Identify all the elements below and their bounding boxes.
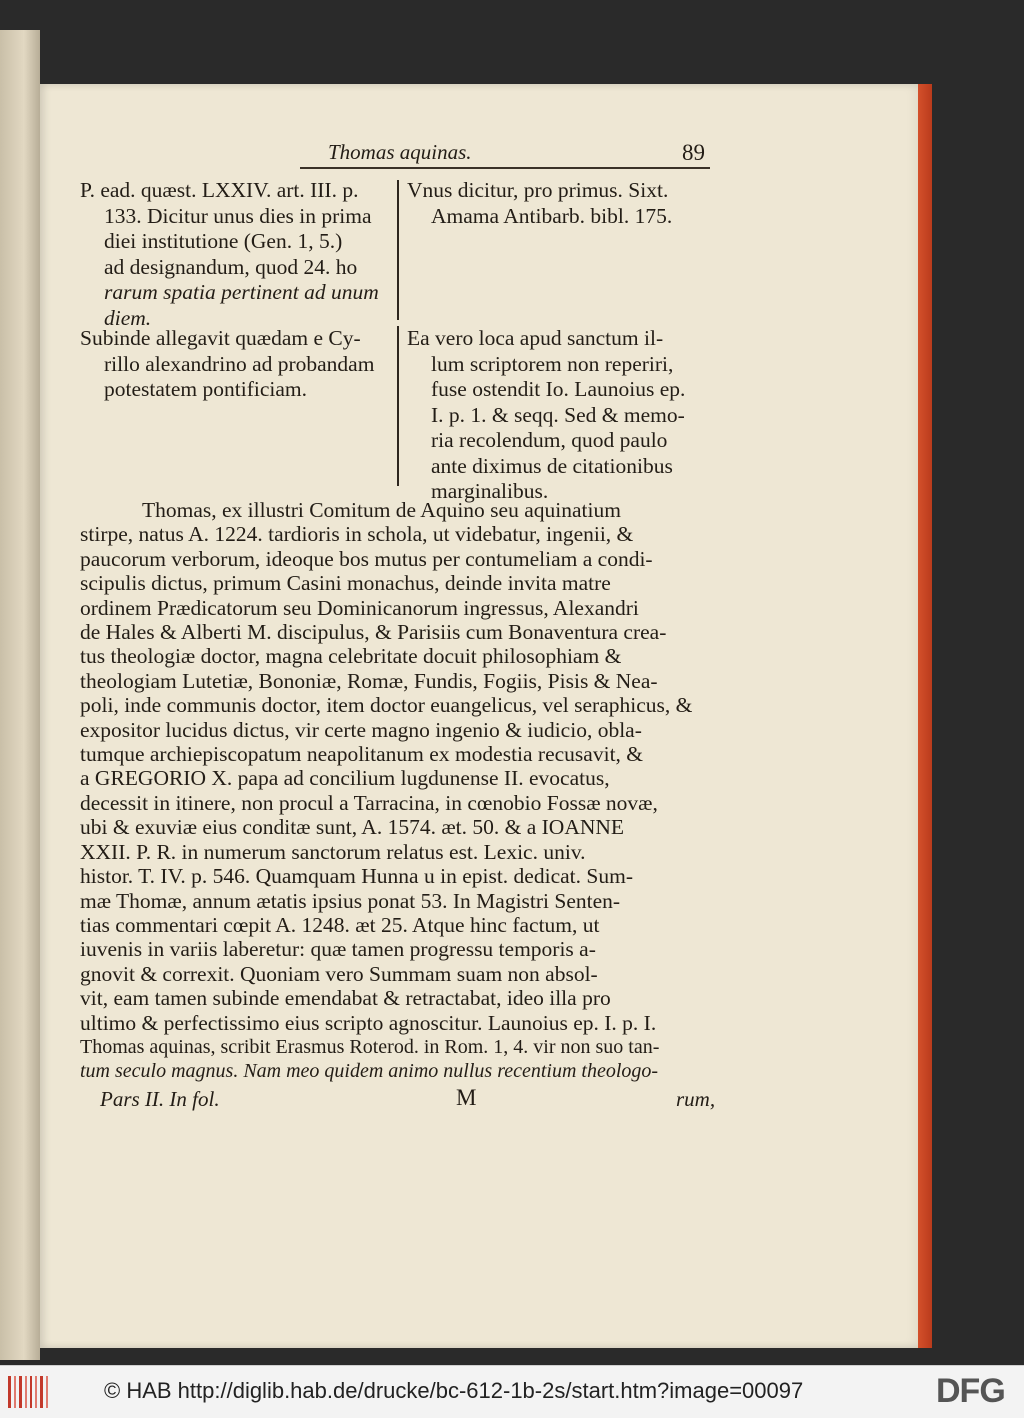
copyright-link[interactable]: © HAB http://diglib.hab.de/drucke/bc-612-1b-2s/start.htm?image=00097 [104, 1378, 804, 1403]
text-line: Ea vero loca apud sanctum il- [407, 326, 664, 350]
text-line: Subinde allegavit quædam e Cy- [80, 326, 361, 350]
main-paragraph [80, 498, 716, 1084]
text-line: theologiam Lutetiæ, Bononiæ, Romæ, Fundis, Fogiis, Pisis & Nea- [80, 668, 658, 693]
text-line: stirpe, natus A. 1224. tardioris in schola, ut videbatur, ingenii, & [80, 522, 634, 547]
text-line: paucorum verborum, ideoque bos mutus per contumeliam a condi- [80, 546, 653, 571]
text-line: tias commentari cœpit A. 1248. æt 25. Atque hinc factum, ut [80, 912, 600, 937]
text-line: expositor lucidus dictus, vir certe magno ingenio & iudicio, obla- [80, 717, 642, 742]
page-number: 89 [682, 140, 705, 165]
text-line: iuvenis in variis laberetur: quæ tamen progressu temporis a- [80, 937, 596, 962]
text-line: a GREGORIO X. papa ad concilium lugdunense II. evocatus, [80, 766, 610, 791]
text-line: gnovit & correxit. Quoniam vero Summam suam non absol- [80, 961, 598, 986]
text-line: ordinem Prædicatorum seu Dominicanorum ingressus, Alexandri [80, 595, 639, 620]
dfg-logo: DFG [936, 1372, 1005, 1410]
text-line: ubi & exuviæ eius conditæ sunt, A. 1574. æt. 50. & a IOANNE [80, 815, 625, 840]
text-line: P. ead. quæst. LXXIV. art. III. p. [80, 178, 359, 202]
text-line: tus theologiæ doctor, magna celebritate docuit philosophiam & [80, 644, 622, 669]
left-entry-2 [80, 326, 400, 403]
text-line: ante diximus de citationibus [431, 453, 673, 478]
text-line: rillo alexandrino ad probandam [104, 351, 375, 376]
text-line: de Hales & Alberti M. discipulus, & Parisiis cum Bonaventura crea- [80, 620, 667, 645]
text-line: 133. Dicitur unus dies in prima [104, 203, 372, 228]
running-head: Thomas aquinas. [328, 140, 472, 164]
text-line: vit, eam tamen subinde emendabat & retractabat, ideo illa pro [80, 986, 611, 1011]
text-line: diem. [104, 305, 152, 330]
column-divider-upper [397, 180, 399, 320]
text-line: scipulis dictus, primum Casini monachus, deinde invita matre [80, 571, 611, 596]
text-line: mæ Thomæ, annum ætatis ipsius ponat 53. In Magistri Senten- [80, 888, 621, 913]
viewer-footer-bar [0, 1365, 1024, 1418]
text-line: ad designandum, quod 24. ho [104, 254, 358, 279]
header-rule [300, 167, 710, 169]
text-line: poli, inde communis doctor, item doctor euangelicus, vel seraphicus, & [80, 693, 693, 718]
text-line: tum seculo magnus. Nam meo quidem animo nullus recentium theologo- [80, 1060, 659, 1083]
text-line: marginalibus. [431, 479, 549, 503]
text-line: decessit in itinere, non procul a Tarracina, in cœnobio Fossæ novæ, [80, 790, 658, 815]
text-line: lum scriptorem non reperiri, [431, 351, 674, 376]
right-entry-2 [407, 326, 717, 505]
signature-line: Pars II. In fol. [100, 1087, 220, 1111]
text-line: Amama Antibarb. bibl. 175. [431, 203, 673, 228]
column-divider-lower [397, 326, 399, 486]
text-line: ultimo & perfectissimo eius scripto agnoscitur. Launoius ep. I. p. I. [80, 1010, 657, 1035]
text-line: ria recolendum, quod paulo [431, 428, 668, 452]
text-line: I. p. 1. & seqq. Sed & memo- [431, 402, 685, 427]
catchword: rum, [676, 1087, 716, 1111]
signature-mark: M [456, 1085, 477, 1110]
text-line: fuse ostendit Io. Launoius ep. [431, 377, 686, 401]
hab-logo-icon [8, 1376, 48, 1408]
text-line: Vnus dicitur, pro primus. Sixt. [407, 178, 669, 202]
red-page-edge [918, 84, 932, 1348]
text-line: Thomas, ex illustri Comitum de Aquino seu aquinatium [142, 498, 621, 522]
text-line: tumque archiepiscopatum neapolitanum ex modestia recusavit, & [80, 742, 644, 767]
text-line: diei institutione (Gen. 1, 5.) [104, 229, 343, 253]
text-line: XXII. P. R. in numerum sanctorum relatus est. Lexic. univ. [80, 839, 586, 864]
text-line: potestatem pontificiam. [104, 377, 308, 401]
text-line: histor. T. IV. p. 546. Quamquam Hunna u in epist. dedicat. Sum- [80, 864, 633, 889]
left-entry-1 [80, 178, 400, 331]
text-line: Thomas aquinas, scribit Erasmus Roterod. in Rom. 1, 4. vir non suo tan- [80, 1035, 660, 1058]
right-entry-1 [407, 178, 717, 229]
text-line: rarum spatia pertinent ad unum [104, 280, 379, 304]
previous-page-edge [0, 30, 40, 1360]
